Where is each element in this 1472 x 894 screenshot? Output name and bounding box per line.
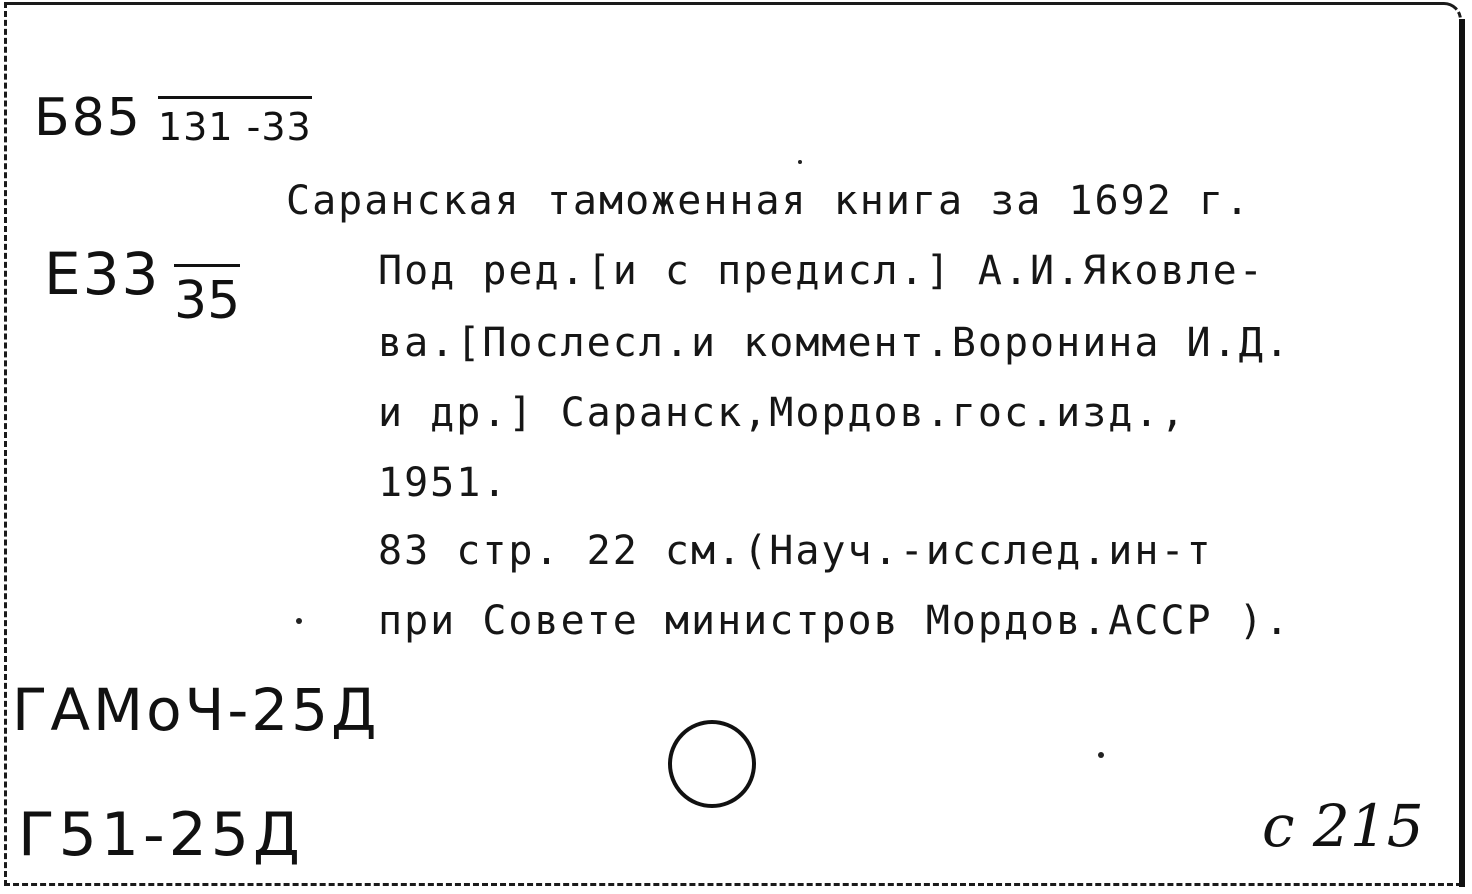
bibliographic-line-4: и др.] Саранск,Мордов.гос.изд., — [378, 390, 1187, 436]
bibliographic-line-7: при Совете министров Мордов.АССР ). — [378, 598, 1291, 644]
call-number2-main: Е33 — [44, 240, 161, 308]
call-number2-sub: 35 — [174, 264, 240, 327]
bibliographic-line-2: Под ред.[и с предисл.] А.И.Яковле- — [378, 248, 1265, 294]
bibliographic-line-5: 1951. — [378, 460, 509, 506]
bibliographic-line-6: 83 стр. 22 см.(Науч.-исслед.ин-т — [378, 528, 1213, 574]
call-number-main: Б85 — [34, 88, 142, 148]
bibliographic-line-3: ва.[Послесл.и коммент.Воронина И.Д. — [378, 320, 1291, 366]
speck — [798, 160, 802, 164]
punch-hole — [668, 720, 756, 808]
page-reference: с 215 — [1262, 792, 1424, 860]
archive-mark-1: ГАМоЧ-25Д — [12, 676, 380, 744]
call-number-sub: 131 -33 — [158, 96, 312, 149]
speck — [296, 618, 302, 624]
archive-mark-2: Г51-25Д — [18, 800, 304, 870]
speck — [1098, 752, 1104, 758]
bibliographic-line-1: Саранская таможенная книга за 1692 г. — [286, 178, 1252, 224]
